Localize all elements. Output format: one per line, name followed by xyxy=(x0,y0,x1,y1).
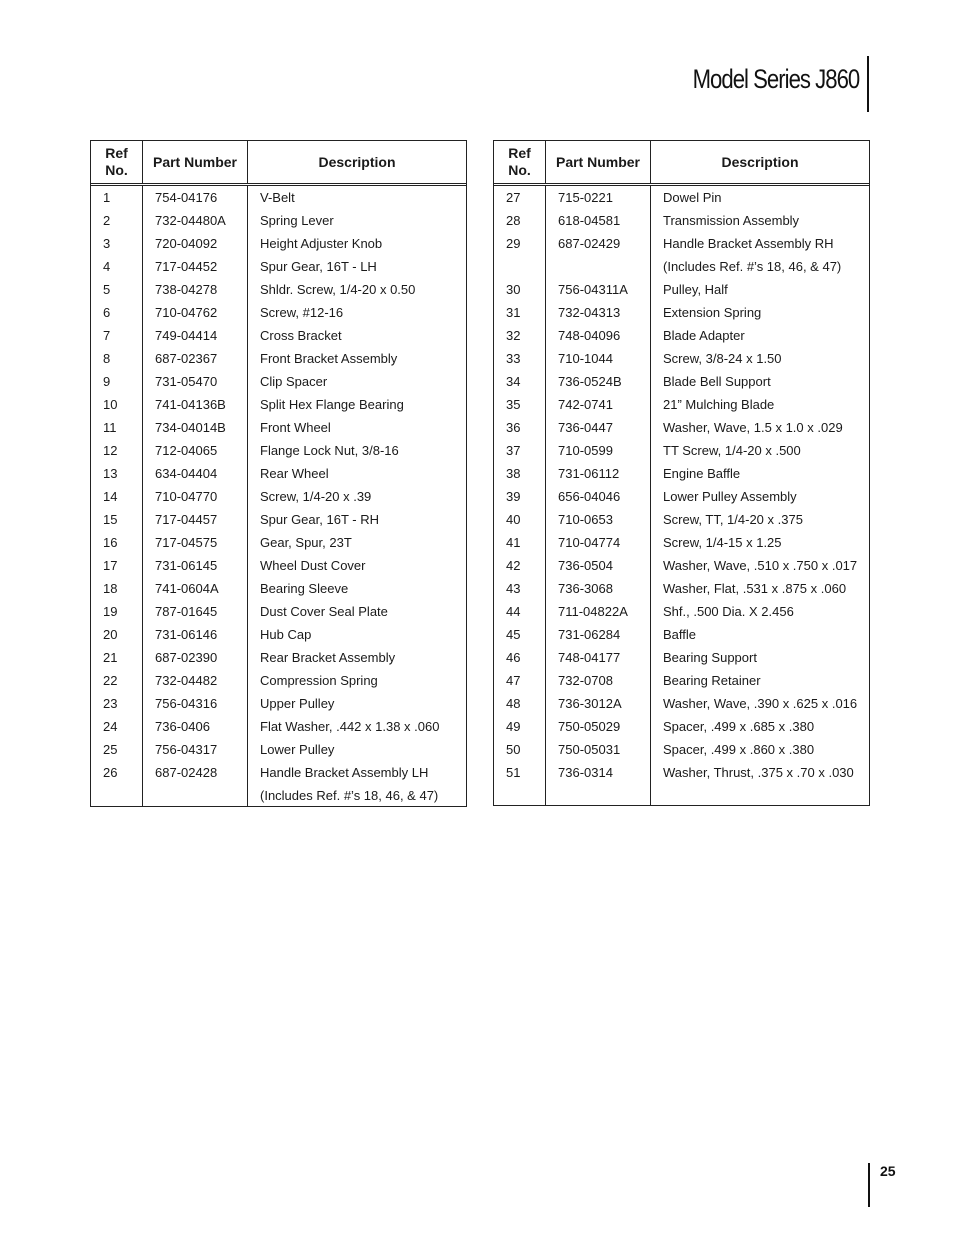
part-number-cell: 748-04177 xyxy=(558,650,621,665)
table-row xyxy=(91,669,466,692)
description-cell: Spur Gear, 16T - RH xyxy=(260,512,379,527)
ref-header-line1: Ref xyxy=(508,145,531,161)
description-cell: Spur Gear, 16T - LH xyxy=(260,259,377,274)
table-row xyxy=(494,669,869,692)
part-number-cell: 756-04316 xyxy=(155,696,218,711)
ref-no-cell: 1 xyxy=(103,190,111,205)
part-number-cell: 732-04313 xyxy=(558,305,621,320)
part-number-cell: 736-0406 xyxy=(155,719,210,734)
table-row xyxy=(494,347,869,370)
table-row xyxy=(91,416,466,439)
description-cell: Engine Baffle xyxy=(663,466,741,481)
part-number-cell: 741-04136B xyxy=(155,397,226,412)
description-cell: Washer, Thrust, .375 x .70 x .030 xyxy=(663,765,854,780)
ref-no-cell: 44 xyxy=(506,604,521,619)
part-number-cell: 736-0524B xyxy=(558,374,622,389)
description-cell: Height Adjuster Knob xyxy=(260,236,383,251)
description-header: Description xyxy=(721,153,799,170)
table-rows xyxy=(91,186,466,807)
ref-no-cell: 40 xyxy=(506,512,521,527)
ref-no-cell: 42 xyxy=(506,558,521,573)
description-cell: Rear Wheel xyxy=(260,466,329,481)
table-row xyxy=(494,439,869,462)
ref-no-cell: 25 xyxy=(103,742,118,757)
table-row xyxy=(91,186,466,209)
table-row xyxy=(91,508,466,531)
part-number-cell: 748-04096 xyxy=(558,328,621,343)
description-cell: Rear Bracket Assembly xyxy=(260,650,396,665)
description-cell: Handle Bracket Assembly LH xyxy=(260,765,429,780)
part-number-cell: 736-0504 xyxy=(558,558,613,573)
description-cell: Pulley, Half xyxy=(663,282,728,297)
part-number-cell: 731-06284 xyxy=(558,627,621,642)
ref-no-cell: 24 xyxy=(103,719,118,734)
part-number-cell: 715-0221 xyxy=(558,190,613,205)
table-row xyxy=(494,600,869,623)
ref-no-cell: 36 xyxy=(506,420,521,435)
parts-table-right xyxy=(493,140,870,806)
page-number: 25 xyxy=(880,1163,896,1179)
description-cell: Front Bracket Assembly xyxy=(260,351,398,366)
description-cell: Washer, Flat, .531 x .875 x .060 xyxy=(663,581,847,596)
description-cell: Screw, 1/4-15 x 1.25 xyxy=(663,535,782,550)
table-row xyxy=(494,692,869,715)
ref-no-cell: 28 xyxy=(506,213,521,228)
description-cell: Screw, TT, 1/4-20 x .375 xyxy=(663,512,803,527)
description-cell: TT Screw, 1/4-20 x .500 xyxy=(663,443,801,458)
part-number-cell: 687-02428 xyxy=(155,765,218,780)
part-number-cell: 736-0447 xyxy=(558,420,613,435)
table-row xyxy=(91,554,466,577)
ref-no-cell: 49 xyxy=(506,719,521,734)
description-header: Description xyxy=(318,153,396,170)
description-cell: Flange Lock Nut, 3/8-16 xyxy=(260,443,399,458)
ref-no-cell: 17 xyxy=(103,558,118,573)
part-number-cell: 738-04278 xyxy=(155,282,218,297)
description-cell: Clip Spacer xyxy=(260,374,328,389)
ref-no-cell: 2 xyxy=(103,213,111,228)
table-row xyxy=(494,278,869,301)
table-row xyxy=(494,623,869,646)
ref-header-line2: No. xyxy=(105,162,128,178)
part-number-cell: 618-04581 xyxy=(558,213,621,228)
ref-no-header xyxy=(91,141,143,183)
ref-no-cell: 39 xyxy=(506,489,521,504)
part-number-cell: 731-06145 xyxy=(155,558,218,573)
ref-no-cell: 3 xyxy=(103,236,111,251)
ref-no-cell: 8 xyxy=(103,351,111,366)
table-row xyxy=(494,301,869,324)
description-cell: Lower Pulley Assembly xyxy=(663,489,797,504)
table-row xyxy=(494,324,869,347)
table-row xyxy=(91,715,466,738)
part-number-cell: 734-04014B xyxy=(155,420,226,435)
description-cell: Washer, Wave, 1.5 x 1.0 x .029 xyxy=(663,420,843,435)
table-row xyxy=(494,416,869,439)
part-number-header: Part Number xyxy=(546,141,651,183)
part-number-cell: 717-04452 xyxy=(155,259,218,274)
description-cell: Spring Lever xyxy=(260,213,334,228)
table-row xyxy=(91,692,466,715)
description-cell: (Includes Ref. #’s 18, 46, & 47) xyxy=(663,259,842,274)
description-cell: Gear, Spur, 23T xyxy=(260,535,352,550)
ref-no-cell: 48 xyxy=(506,696,521,711)
part-number-cell: 732-04482 xyxy=(155,673,218,688)
ref-no-cell: 26 xyxy=(103,765,118,780)
description-cell: Handle Bracket Assembly RH xyxy=(663,236,834,251)
description-cell: Lower Pulley xyxy=(260,742,335,757)
table-row xyxy=(494,554,869,577)
part-number-cell: 717-04457 xyxy=(155,512,218,527)
table-row xyxy=(91,462,466,485)
table-row xyxy=(91,623,466,646)
ref-no-cell: 50 xyxy=(506,742,521,757)
table-row xyxy=(91,485,466,508)
description-cell: Bearing Support xyxy=(663,650,757,665)
part-number-cell: 712-04065 xyxy=(155,443,218,458)
description-cell: Upper Pulley xyxy=(260,696,335,711)
ref-no-cell: 34 xyxy=(506,374,521,389)
table-row xyxy=(494,462,869,485)
table-row xyxy=(494,209,869,232)
table-header xyxy=(91,141,466,186)
table-header xyxy=(494,141,869,186)
ref-no-cell: 5 xyxy=(103,282,111,297)
table-row xyxy=(91,324,466,347)
part-number-cell: 710-04762 xyxy=(155,305,218,320)
table-row xyxy=(91,255,466,278)
table-row xyxy=(494,393,869,416)
ref-no-cell: 33 xyxy=(506,351,521,366)
description-cell: Blade Bell Support xyxy=(663,374,771,389)
description-cell: Split Hex Flange Bearing xyxy=(260,397,404,412)
table-row xyxy=(91,531,466,554)
description-cell: Screw, #12-16 xyxy=(260,305,344,320)
part-number-cell: 711-04822A xyxy=(558,604,628,619)
description-cell: Bearing Sleeve xyxy=(260,581,349,596)
ref-no-cell: 43 xyxy=(506,581,521,596)
ref-no-cell: 7 xyxy=(103,328,111,343)
description-cell: Shf., .500 Dia. X 2.456 xyxy=(663,604,794,619)
part-number-cell: 731-05470 xyxy=(155,374,218,389)
description-cell: Flat Washer, .442 x 1.38 x .060 xyxy=(260,719,440,734)
part-number-cell: 710-04770 xyxy=(155,489,218,504)
ref-no-cell: 45 xyxy=(506,627,521,642)
part-number-cell: 687-02429 xyxy=(558,236,621,251)
description-cell: Bearing Retainer xyxy=(663,673,761,688)
description-cell: Compression Spring xyxy=(260,673,378,688)
part-number-cell: 787-01645 xyxy=(155,604,218,619)
table-row xyxy=(494,232,869,255)
description-cell: Washer, Wave, .510 x .750 x .017 xyxy=(663,558,858,573)
description-cell: Cross Bracket xyxy=(260,328,342,343)
ref-no-cell: 10 xyxy=(103,397,118,412)
table-rows xyxy=(494,186,869,784)
part-number-cell: 731-06146 xyxy=(155,627,218,642)
description-cell: Extension Spring xyxy=(663,305,762,320)
table-row xyxy=(91,278,466,301)
table-row xyxy=(494,186,869,209)
table-row xyxy=(494,531,869,554)
ref-no-cell: 11 xyxy=(103,420,117,435)
table-row xyxy=(494,577,869,600)
ref-no-cell: 13 xyxy=(103,466,118,481)
table-row xyxy=(91,347,466,370)
table-row xyxy=(494,255,869,278)
ref-no-cell: 14 xyxy=(103,489,118,504)
ref-header-line2: No. xyxy=(508,162,531,178)
table-row xyxy=(494,738,869,761)
ref-no-cell: 27 xyxy=(506,190,521,205)
ref-no-cell: 31 xyxy=(506,305,521,320)
table-row xyxy=(494,485,869,508)
table-row xyxy=(494,715,869,738)
ref-no-cell: 19 xyxy=(103,604,118,619)
part-number-cell: 634-04404 xyxy=(155,466,218,481)
ref-no-cell: 15 xyxy=(103,512,118,527)
part-number-cell: 731-06112 xyxy=(558,466,620,481)
description-cell: Transmission Assembly xyxy=(663,213,800,228)
description-cell: Dowel Pin xyxy=(663,190,722,205)
ref-no-cell: 32 xyxy=(506,328,521,343)
ref-no-cell: 46 xyxy=(506,650,521,665)
ref-no-cell: 41 xyxy=(506,535,521,550)
ref-no-cell: 9 xyxy=(103,374,111,389)
table-row xyxy=(91,232,466,255)
ref-no-cell: 12 xyxy=(103,443,118,458)
part-number-cell: 710-0599 xyxy=(558,443,613,458)
description-cell: V-Belt xyxy=(260,190,295,205)
ref-no-cell: 23 xyxy=(103,696,118,711)
description-cell: Spacer, .499 x .860 x .380 xyxy=(663,742,815,757)
part-number-cell: 741-0604A xyxy=(155,581,219,596)
table-row xyxy=(494,370,869,393)
table-row xyxy=(494,646,869,669)
ref-no-header xyxy=(494,141,546,183)
ref-no-cell: 20 xyxy=(103,627,118,642)
table-row xyxy=(91,301,466,324)
ref-no-cell: 6 xyxy=(103,305,111,320)
description-cell: Front Wheel xyxy=(260,420,331,435)
ref-no-cell: 21 xyxy=(103,650,118,665)
description-cell: Screw, 3/8-24 x 1.50 xyxy=(663,351,782,366)
parts-table-left xyxy=(90,140,467,807)
part-number-cell: 732-04480A xyxy=(155,213,226,228)
part-number-cell: 749-04414 xyxy=(155,328,218,343)
part-number-cell: 742-0741 xyxy=(558,397,613,412)
table-row xyxy=(494,508,869,531)
description-cell: Hub Cap xyxy=(260,627,312,642)
ref-no-cell: 18 xyxy=(103,581,118,596)
description-cell: Dust Cover Seal Plate xyxy=(260,604,388,619)
description-cell: Wheel Dust Cover xyxy=(260,558,366,573)
ref-no-cell: 35 xyxy=(506,397,521,412)
table-row xyxy=(91,577,466,600)
ref-no-cell: 16 xyxy=(103,535,118,550)
table-row xyxy=(91,646,466,669)
part-number-cell: 750-05031 xyxy=(558,742,621,757)
part-number-cell: 750-05029 xyxy=(558,719,621,734)
description-cell: (Includes Ref. #’s 18, 46, & 47) xyxy=(260,788,439,803)
table-row xyxy=(91,600,466,623)
part-number-cell: 736-0314 xyxy=(558,765,613,780)
table-row xyxy=(91,784,466,807)
part-number-cell: 756-04317 xyxy=(155,742,218,757)
ref-no-cell: 51 xyxy=(506,765,521,780)
part-number-header: Part Number xyxy=(143,141,248,183)
description-cell: Spacer, .499 x .685 x .380 xyxy=(663,719,815,734)
ref-header-line1: Ref xyxy=(105,145,128,161)
part-number-cell: 656-04046 xyxy=(558,489,621,504)
description-cell: Baffle xyxy=(663,627,697,642)
part-number-cell: 717-04575 xyxy=(155,535,218,550)
description-cell: Blade Adapter xyxy=(663,328,745,343)
part-number-cell: 736-3068 xyxy=(558,581,613,596)
description-cell: Screw, 1/4-20 x .39 xyxy=(260,489,372,504)
ref-no-cell: 29 xyxy=(506,236,521,251)
table-row xyxy=(494,761,869,784)
title-divider xyxy=(867,56,869,112)
description-cell: Shldr. Screw, 1/4-20 x 0.50 xyxy=(260,282,416,297)
table-row xyxy=(91,393,466,416)
ref-no-cell: 4 xyxy=(103,259,111,274)
part-number-cell: 736-3012A xyxy=(558,696,622,711)
page-number-divider xyxy=(868,1163,870,1207)
part-number-cell: 732-0708 xyxy=(558,673,613,688)
part-number-cell: 710-1044 xyxy=(558,351,613,366)
page-title: Model Series J860 xyxy=(692,64,859,94)
table-row xyxy=(91,370,466,393)
ref-no-cell: 22 xyxy=(103,673,118,688)
ref-no-cell: 30 xyxy=(506,282,521,297)
part-number-cell: 754-04176 xyxy=(155,190,218,205)
description-cell: 21” Mulching Blade xyxy=(663,397,775,412)
table-row xyxy=(91,209,466,232)
ref-no-cell: 47 xyxy=(506,673,521,688)
table-row xyxy=(91,738,466,761)
part-number-cell: 687-02390 xyxy=(155,650,218,665)
ref-no-cell: 37 xyxy=(506,443,521,458)
part-number-cell: 710-04774 xyxy=(558,535,621,550)
table-row xyxy=(91,761,466,784)
part-number-cell: 710-0653 xyxy=(558,512,613,527)
ref-no-cell: 38 xyxy=(506,466,521,481)
table-row xyxy=(91,439,466,462)
part-number-cell: 687-02367 xyxy=(155,351,218,366)
description-cell: Washer, Wave, .390 x .625 x .016 xyxy=(663,696,858,711)
part-number-cell: 756-04311A xyxy=(558,282,628,297)
part-number-cell: 720-04092 xyxy=(155,236,218,251)
